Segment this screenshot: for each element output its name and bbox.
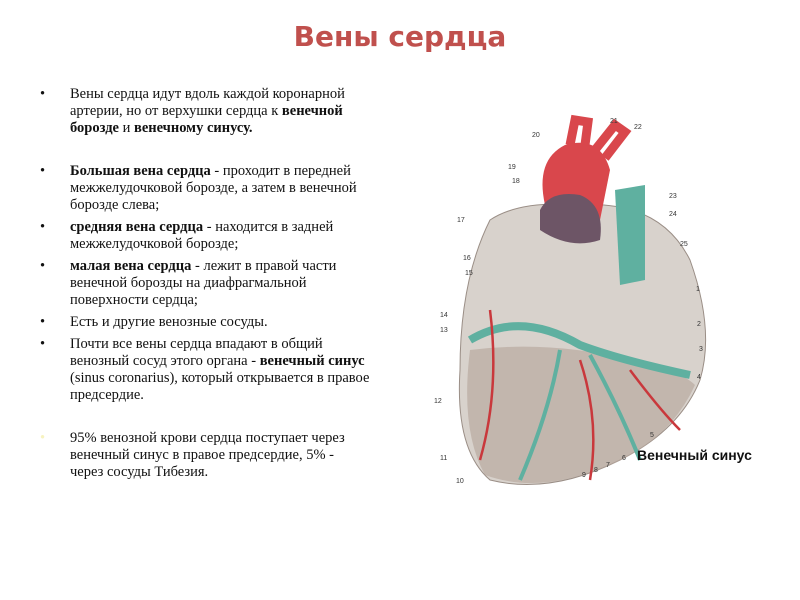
label-number: 20 (532, 132, 540, 139)
bullet-item (40, 86, 370, 137)
label-number: 24 (669, 211, 677, 218)
label-number: 3 (699, 346, 703, 353)
bullet-bold: венечному синусу. (133, 120, 253, 136)
bullet-text: Почти все вены сердца впадают в общий венозный сосуд этого органа - (70, 336, 323, 369)
label-number: 15 (465, 270, 473, 277)
bullet-bold: венечной борозде (70, 103, 343, 136)
label-number: 1 (696, 286, 700, 293)
bullet-text: - проходит в передней межжелудочковой борозде, а затем в венечной борозде слева; (70, 163, 357, 213)
bullet-icon: • (40, 430, 46, 446)
bullet-text: 95% венозной крови сердца поступает через венечный синус в правое предсердие, 5% - через сосуды Тибезия. (70, 430, 345, 480)
bullet-text: - находится в задней межжелудочковой борозде; (70, 219, 334, 252)
label-number: 11 (440, 455, 448, 462)
bullet-bold: венечный синус (259, 353, 365, 369)
label-number: 5 (650, 432, 654, 439)
label-number: 16 (463, 255, 471, 262)
bullet-item (40, 219, 370, 253)
label-number: 6 (622, 455, 626, 462)
label-number: 13 (440, 327, 448, 334)
bullet-list (40, 86, 370, 486)
bullet-bold: малая вена сердца (70, 258, 192, 274)
label-number: 17 (457, 217, 465, 224)
bullet-icon: • (40, 258, 46, 274)
heart-illustration (430, 110, 720, 500)
bullet-text: Вены сердца идут вдоль каждой коронарной артерии, но от верхушки сердца к (70, 86, 345, 119)
bullet-text: Есть и другие венозные сосуды. (70, 314, 268, 330)
label-number: 8 (594, 467, 598, 474)
bullet-icon: • (40, 86, 46, 102)
label-number: 7 (606, 462, 610, 469)
label-number: 4 (697, 374, 701, 381)
bullet-item (40, 314, 370, 331)
bullet-bold: средняя вена сердца (70, 219, 204, 235)
label-number: 10 (456, 478, 464, 485)
coronary-sinus-caption: Венечный синус (637, 447, 752, 463)
bullet-item (40, 163, 370, 214)
label-number: 25 (680, 241, 688, 248)
bullet-text: - лежит в правой части венечной борозды на диафрагмальной поверхности сердца; (70, 258, 337, 308)
bullet-icon: • (40, 336, 46, 352)
bullet-icon: • (40, 314, 46, 330)
label-number: 12 (434, 398, 442, 405)
label-number: 23 (669, 193, 677, 200)
label-number: 22 (634, 124, 642, 131)
bullet-item (40, 430, 370, 481)
bullet-icon: • (40, 163, 46, 179)
label-number: 19 (508, 164, 516, 171)
label-number: 18 (512, 178, 520, 185)
label-number: 2 (697, 321, 701, 328)
bullet-item (40, 336, 370, 404)
label-number: 21 (610, 118, 618, 125)
bullet-text: и (118, 120, 134, 136)
slide-title: Вены сердца (293, 20, 507, 53)
bullet-text: (sinus coronarius), который открывается в правое предсердие. (70, 370, 370, 403)
label-number: 14 (440, 312, 448, 319)
superior-vena-cava (615, 185, 645, 285)
bullet-item (40, 258, 370, 309)
bullet-icon: • (40, 219, 46, 235)
label-number: 9 (582, 472, 586, 479)
bullet-bold: Большая вена сердца (70, 163, 211, 179)
